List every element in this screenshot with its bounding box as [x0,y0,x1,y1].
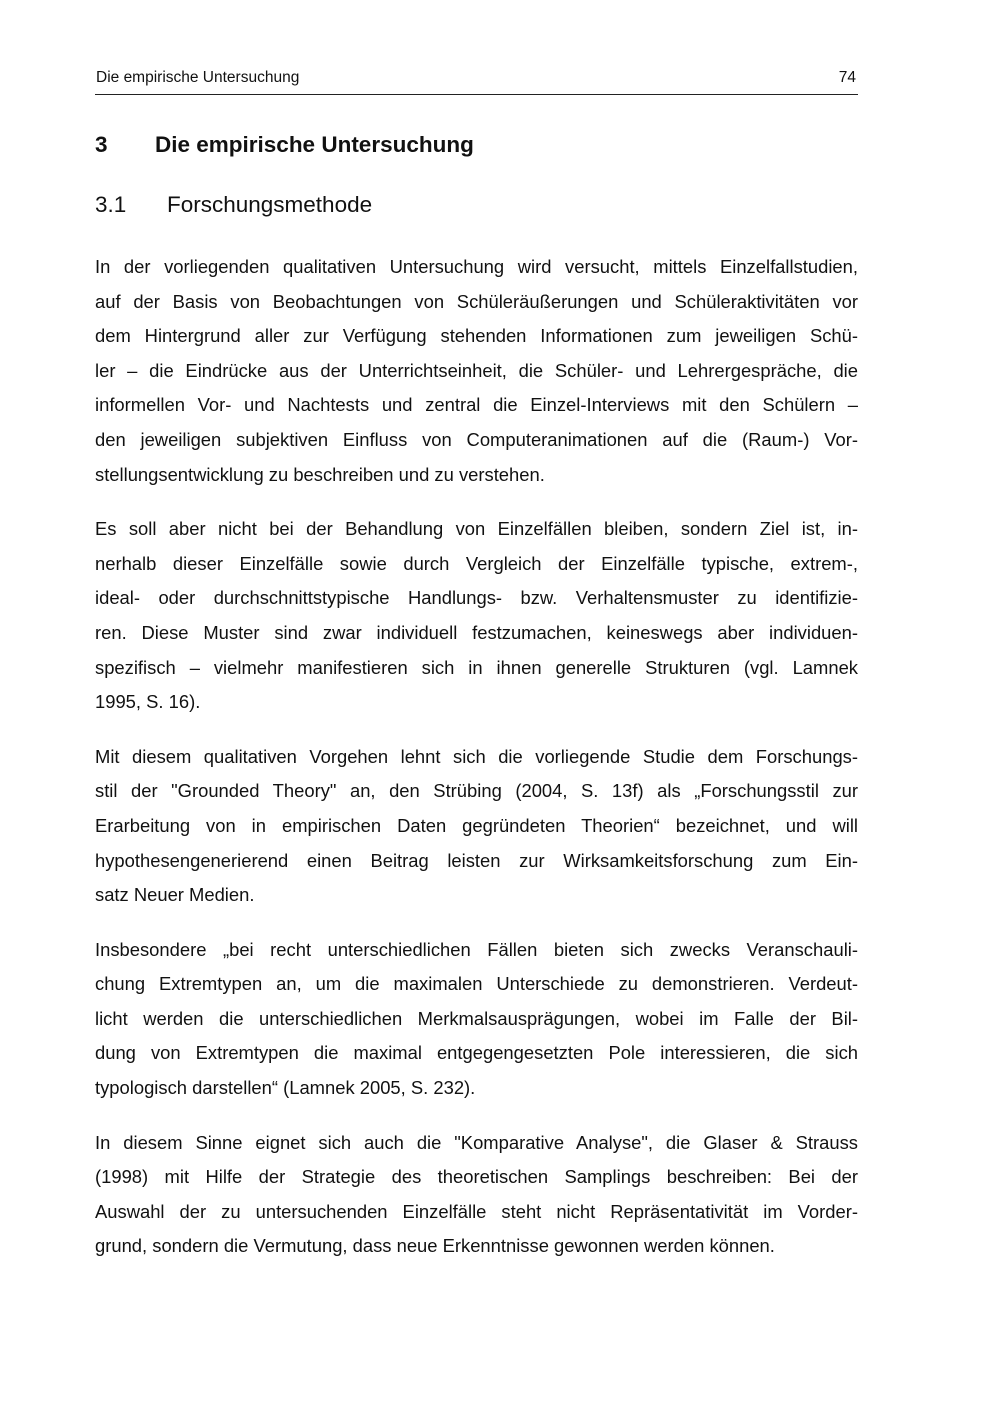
text-line: ideal- oder durchschnittstypische Handlungs- bzw. Verhaltensmuster zu identifizie- [95,587,858,609]
text-line: satz Neuer Medien. [95,884,255,906]
text-line: hypothesengenerierend einen Beitrag leisten zur Wirksamkeitsforschung zum Ein- [95,849,858,871]
chapter-heading [95,130,474,160]
text-line: auf der Basis von Beobachtungen von Schüleräußerungen und Schüleraktivitäten vor [95,290,858,312]
section-title: Forschungsmethode [167,192,373,217]
header-title: Die empirische Untersuchung [96,69,300,86]
text-line: grund, sondern die Vermutung, dass neue Erkenntnisse gewonnen werden können. [95,1235,775,1257]
text-line: informellen Vor- und Nachtests und zentral die Einzel-Interviews mit den Schülern – [95,394,858,416]
text-line: stellungsentwicklung zu beschreiben und zu verstehen. [95,463,545,485]
chapter-number: 3 [95,132,108,157]
text-line: ler – die Eindrücke aus der Unterrichtseinheit, die Schüler- und Lehrergespräche, die [95,359,858,381]
text-line: typologisch darstellen“ (Lamnek 2005, S. 232). [95,1077,476,1099]
text-line: dem Hintergrund aller zur Verfügung stehenden Informationen zum jeweiligen Schü- [95,325,858,347]
text-line: spezifisch – vielmehr manifestieren sich in ihnen generelle Strukturen (vgl. Lamnek [95,656,858,678]
text-line: licht werden die unterschiedlichen Merkmalsausprägungen, wobei im Falle der Bil- [95,1007,858,1029]
text-line: dung von Extremtypen die maximal entgegengesetzten Pole interessieren, die sich [95,1042,858,1064]
section-heading [95,190,372,220]
text-line: In diesem Sinne eignet sich auch die "Komparative Analyse", die Glaser & Strauss [95,1131,858,1153]
text-line: Es soll aber nicht bei der Behandlung von Einzelfällen bleiben, sondern Ziel ist, in- [95,518,858,540]
text-line: (1998) mit Hilfe der Strategie des theoretischen Samplings beschreiben: Bei der [95,1166,858,1188]
text-line: Erarbeitung von in empirischen Daten gegründeten Theorien“ bezeichnet, und will [95,814,858,836]
paragraph-extreme-types [95,933,858,1106]
paragraph-grounded-theory [95,740,858,913]
text-line: Auswahl der zu untersuchenden Einzelfälle steht nicht Repräsentativität im Vorder- [95,1200,858,1222]
text-line: chung Extremtypen an, um die maximalen Unterschiede zu demonstrieren. Verdeut- [95,973,858,995]
text-line: In der vorliegenden qualitativen Untersuchung wird versucht, mittels Einzelfallstudien, [95,256,858,277]
text-line: stil der "Grounded Theory" an, den Strübing (2004, S. 13f) als „Forschungsstil zur [95,780,858,802]
paragraph-comparative-analysis [95,1126,858,1264]
text-line: Insbesondere „bei recht unterschiedlichen Fällen bieten sich zwecks Veranschauli- [95,938,858,960]
page-number: 74 [838,69,856,86]
text-line: 1995, S. 16). [95,691,201,713]
chapter-title: Die empirische Untersuchung [155,132,474,157]
section-number: 3.1 [95,192,127,217]
text-line: nerhalb dieser Einzelfälle sowie durch Vergleich der Einzelfälle typische, extrem-, [95,552,858,574]
paragraph-research-approach [95,250,858,492]
body-text [95,250,858,1284]
text-line: den jeweiligen subjektiven Einfluss von Computeranimationen auf die (Raum-) Vor- [95,428,858,450]
running-header [95,64,858,95]
text-line: ren. Diese Muster sind zwar individuell festzumachen, keineswegs aber individuen- [95,621,858,643]
text-line: Mit diesem qualitativen Vorgehen lehnt sich die vorliegende Studie dem Forschungs- [95,745,858,767]
paragraph-patterns [95,512,858,720]
